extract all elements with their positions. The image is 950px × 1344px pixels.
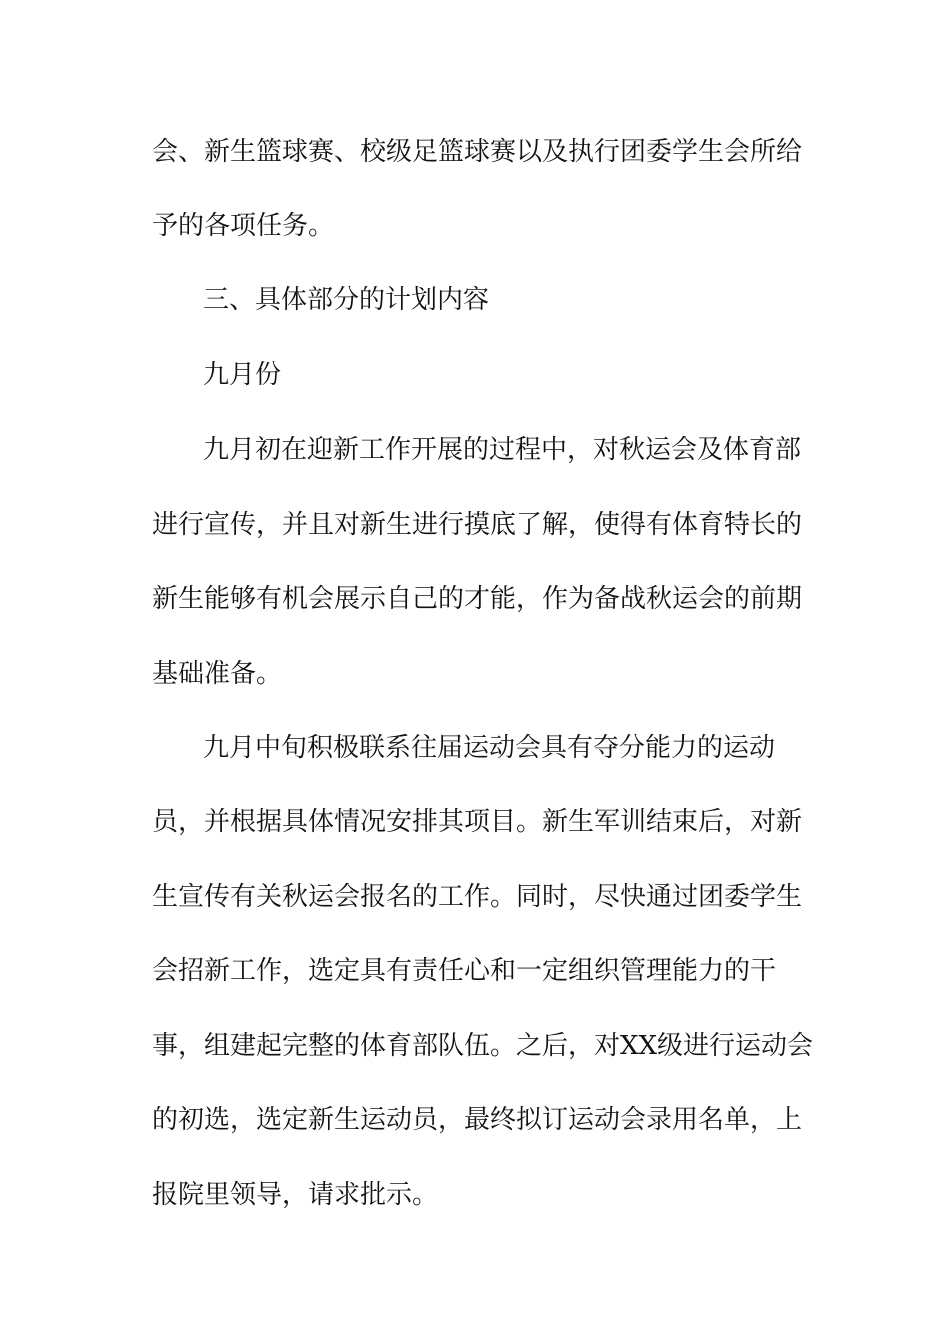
text-line: 予的各项任务。 xyxy=(152,211,335,241)
text-line: 事，组建起完整的体育部队伍。之后，对XX级进行运动会 xyxy=(152,1031,814,1061)
text-line: 会、新生篮球赛、校级足篮球赛以及执行团委学生会所给 xyxy=(152,137,803,167)
section-heading: 三、具体部分的计划内容 xyxy=(203,285,490,315)
text-line: 新生能够有机会展示自己的才能，作为备战秋运会的前期 xyxy=(152,584,803,614)
text-line: 九月初在迎新工作开展的过程中，对秋运会及体育部 xyxy=(203,435,802,465)
text-line: 员，并根据具体情况安排其项目。新生军训结束后，对新 xyxy=(152,807,803,837)
text-line: 基础准备。 xyxy=(152,659,283,689)
text-line: 报院里领导，请求批示。 xyxy=(152,1180,439,1210)
text-line: 进行宣传，并且对新生进行摸底了解，使得有体育特长的 xyxy=(152,510,803,540)
text-line: 生宣传有关秋运会报名的工作。同时，尽快通过团委学生 xyxy=(152,882,803,912)
text-line: 的初选，选定新生运动员，最终拟订运动会录用名单，上 xyxy=(152,1105,803,1135)
text-line: 会招新工作，选定具有责任心和一定组织管理能力的干 xyxy=(152,956,777,986)
subsection-heading: 九月份 xyxy=(203,360,282,390)
text-line: 九月中旬积极联系往届运动会具有夺分能力的运动 xyxy=(203,733,776,763)
